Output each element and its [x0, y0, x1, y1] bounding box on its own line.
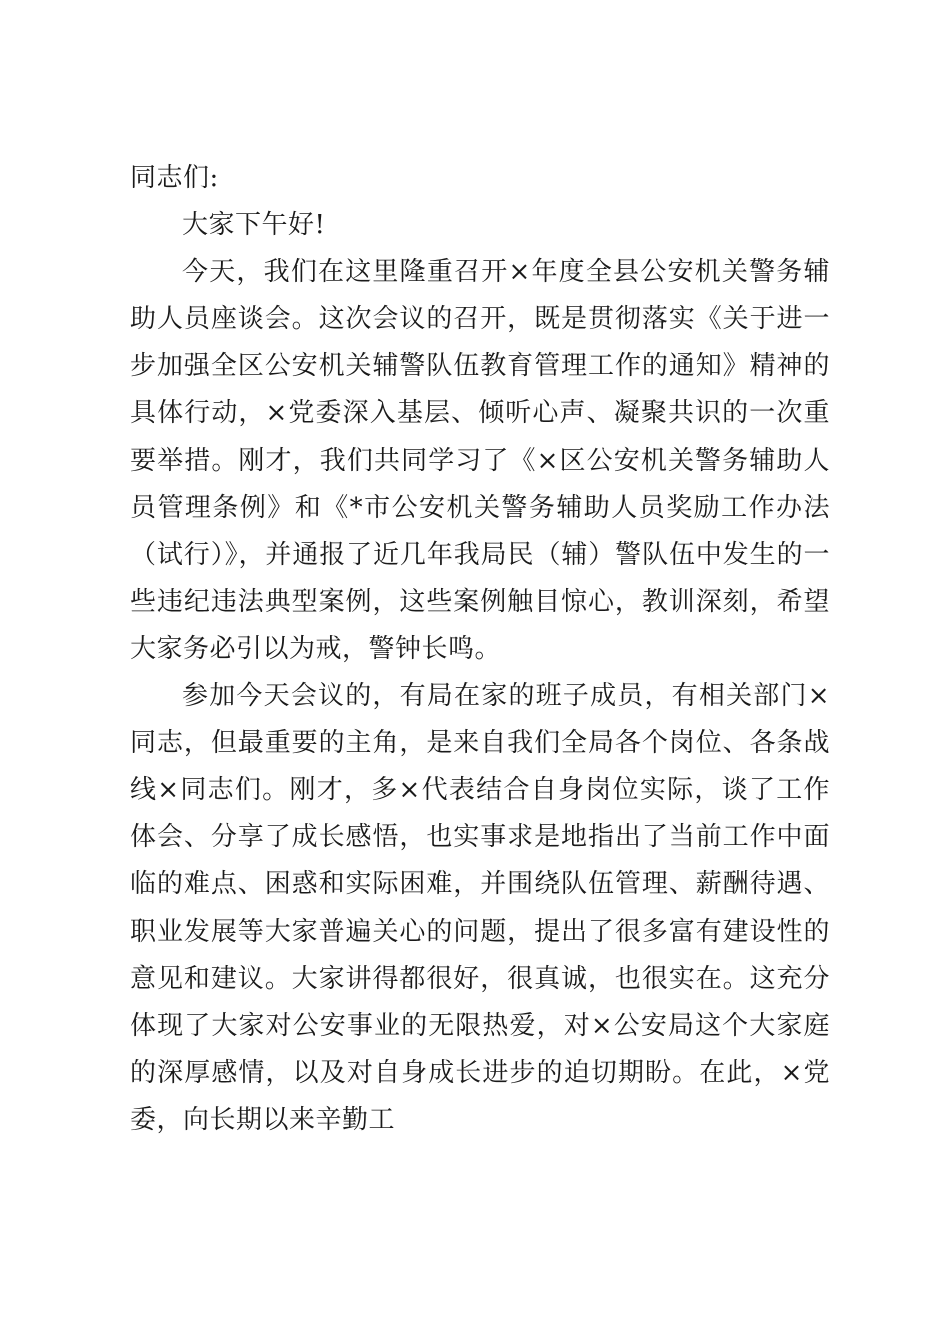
salutation: 同志们: [130, 163, 219, 193]
greeting-paragraph: 大家下午好! [182, 210, 326, 241]
paragraph-participants: 参加今天会议的，有局在家的班子成员，有相关部门×同志，但最重要的主角，是来自我们全局各个岗位、各条战线×同志们。刚才，多×代表结合自身岗位实际，谈了工作体会、分享了成长感悟，也实事求是地指出了当前工作中面临的难点、困惑和实际困难，并围绕队伍管理、薪酬待遇、职业发展等大家普遍关心的问题，提出了很多富有建设性的意见和建议。大家讲得都很好，很真诚，也很实在。这充分体现了大家对公安事业的无限热爱，对×公安局这个大家庭的深厚感情，以及对自身成长进步的迫切期盼。在此，×党委，向长期以来辛勤工 [130, 681, 830, 1135]
document-body [130, 155, 830, 1144]
paragraph-meeting-intro: 今天，我们在这里隆重召开×年度全县公安机关警务辅助人员座谈会。这次会议的召开，既是贯彻落实《关于进一步加强全区公安机关辅警队伍教育管理工作的通知》精神的具体行动，×党委深入基层、倾听心声、凝聚共识的一次重要举措。刚才，我们共同学习了《×区公安机关警务辅助人员管理条例》和《*市公安机关警务辅助人员奖励工作办法（试行）》，并通报了近几年我局民（辅）警队伍中发生的一些违纪违法典型案例，这些案例触目惊心，教训深刻，希望大家务必引以为戒，警钟长鸣。 [130, 257, 830, 664]
